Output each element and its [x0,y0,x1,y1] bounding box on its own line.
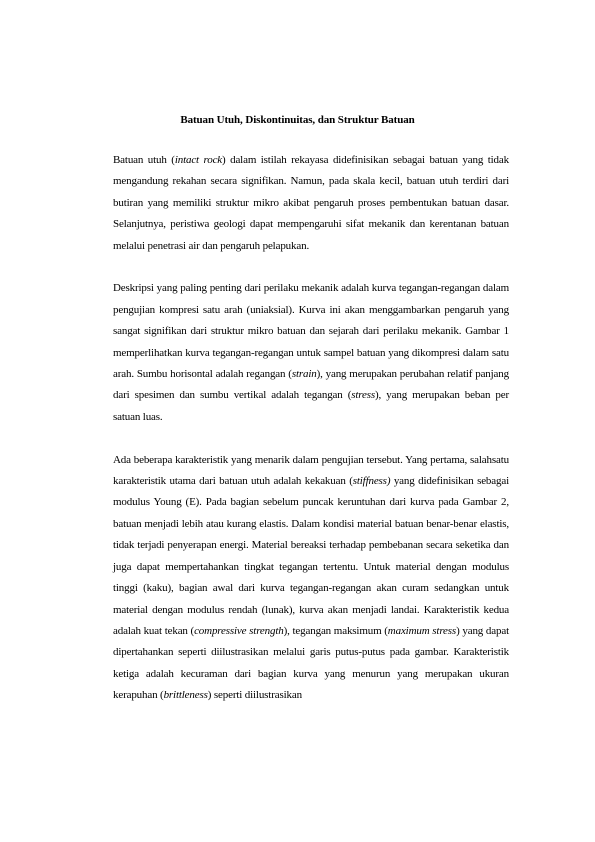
text-run: Batuan utuh ( [113,154,175,166]
text-run: ), yang merupakan beban per satuan luas. [113,389,509,423]
text-run: ), tegangan maksimum ( [283,624,388,637]
text-run: ) dalam istilah rekayasa didefinisikan sebagai batuan yang tidak mengandung rekahan secara signifikan. Namun, pada skala kecil, batuan utuh terdiri dari butiran yang memiliki struktur mikro akibat pengaruh proses pembentukan batuan dasar. Selanjutnya, peristiwa geologi dapat mempengaruhi sifat mekanik dan kerentanan batuan melalui penetrasi air dan pengaruh pelapukan. [113,154,509,252]
paragraph-3 [113,450,509,707]
italic-term: brittleness [163,689,208,702]
italic-term: stiffness) [352,475,391,488]
text-run: Ada beberapa karakteristik yang menarik dalam pengujian tersebut. Yang pertama, salahsatu karakteristik utama dari batuan utuh adalah kekakuan ( [113,453,509,488]
text-run: ), yang merupakan perubahan relatif panjang dari spesimen dan sumbu vertikal adalah tegangan ( [113,368,509,402]
text-run: Deskripsi yang paling penting dari perilaku mekanik adalah kurva tegangan-regangan dalam pengujian kompresi satu arah (uniaksial). Kurva ini akan menggambarkan pengaruh yang sangat signifikan dari struktur mikro batuan dan sejarah dari perilaku mekanik. Gambar 1 memperlihatkan kurva tegangan-regangan untuk sampel batuan yang dikompresi dalam satu arah. Sumbu horisontal adalah regangan ( [113,282,509,381]
paragraph-1 [113,150,509,257]
italic-term: stress [351,389,376,402]
paragraph-2 [113,278,509,428]
text-run: ) yang dapat dipertahankan seperti diilustrasikan melalui garis putus-putus pada gambar. Karakteristik ketiga adalah kecuraman dari bagian kurva yang menurun yang merupakan ukuran kerapuhan ( [113,624,509,702]
text-run: ) seperti diilustrasikan [207,689,302,702]
document-title: Batuan Utuh, Diskontinuitas, dan Struktur Batuan [180,114,415,126]
text-run: yang didefinisikan sebagai modulus Young (E). Pada bagian sebelum puncak keruntuhan dari kurva pada Gambar 2, batuan menjadi lebih atau kurang elastis. Dalam kondisi material batuan benar-benar elastis, tidak terjadi penyerapan energi. Material bereaksi terhadap pembebanan secara seketika dan juga dapat mempertahankan tingkat tegangan tertentu. Untuk material dengan modulus tinggi (kaku), bagian awal dari kurva tegangan-regangan akan curam sedangkan untuk material dengan modulus rendah (lunak), kurva akan menjadi landai. Karakteristik kedua adalah kuat tekan ( [113,475,510,637]
italic-term: compressive strength [194,624,284,637]
italic-term: maximum stress [387,624,457,637]
document-body [113,150,509,728]
italic-term: strain [291,368,317,381]
italic-term: intact rock [174,154,223,166]
